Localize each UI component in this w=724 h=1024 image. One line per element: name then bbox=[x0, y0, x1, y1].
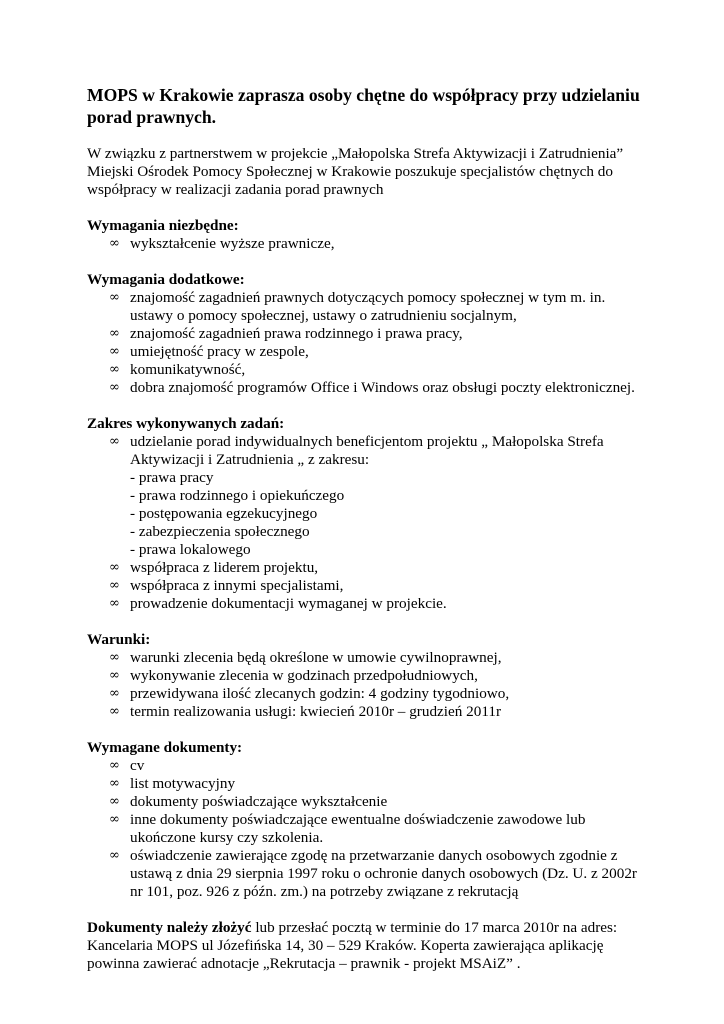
infinity-bullet-icon: ∞ bbox=[109, 812, 120, 827]
sub-list-item: - postępowania egzekucyjnego bbox=[130, 505, 318, 522]
bullet-list bbox=[87, 289, 647, 397]
infinity-bullet-icon: ∞ bbox=[109, 776, 120, 791]
list-item-text: warunki zlecenia będą określone w umowie cywilnoprawnej, bbox=[130, 649, 502, 666]
list-item bbox=[87, 325, 647, 343]
section-title: Warunki: bbox=[87, 631, 151, 648]
list-item bbox=[87, 595, 647, 613]
list-item-text: znajomość zagadnień prawa rodzinnego i prawa pracy, bbox=[130, 325, 463, 342]
list-item-text: oświadczenie zawierające zgodę na przetwarzanie danych osobowych zgodnie z ustawą z dnia 29 sierpnia 1997 roku o ochronie danych osobowych (Dz. U. z 2002r nr 101, poz. 926 z późn. zm.) na potrzeby związane z rekrutacją bbox=[130, 847, 637, 900]
section-tasks bbox=[87, 415, 647, 613]
sub-list-item: - prawa rodzinnego i opiekuńczego bbox=[130, 487, 345, 504]
bullet-list bbox=[87, 235, 647, 253]
list-item bbox=[87, 577, 647, 595]
infinity-bullet-icon: ∞ bbox=[109, 434, 120, 449]
list-item bbox=[87, 703, 647, 721]
list-item bbox=[87, 433, 647, 559]
infinity-bullet-icon: ∞ bbox=[109, 686, 120, 701]
list-item-text: list motywacyjny bbox=[130, 775, 236, 792]
list-item-text: współpraca z liderem projektu, bbox=[130, 559, 319, 576]
infinity-bullet-icon: ∞ bbox=[109, 326, 120, 341]
sub-list-item: - prawa lokalowego bbox=[130, 541, 251, 558]
list-item-text: znajomość zagadnień prawnych dotyczących pomocy społecznej w tym m. in. ustawy o pomocy społecznej, ustawy o zatrudnieniu socjalnym, bbox=[130, 289, 606, 324]
section-required bbox=[87, 217, 647, 253]
infinity-bullet-icon: ∞ bbox=[109, 362, 120, 377]
infinity-bullet-icon: ∞ bbox=[109, 650, 120, 665]
document-title: MOPS w Krakowie zaprasza osoby chętne do współpracy przy udzielaniu porad prawnych. bbox=[87, 85, 640, 127]
list-item bbox=[87, 343, 647, 361]
intro-paragraph: W związku z partnerstwem w projekcie „Małopolska Strefa Aktywizacji i Zatrudnienia” Miejski Ośrodek Pomocy Społecznej w Krakowie poszukuje specjalistów chętnych do współpracy w realizacji zadania porad prawnych bbox=[87, 145, 624, 198]
section-title: Zakres wykonywanych zadań: bbox=[87, 415, 285, 432]
list-item-text: udzielanie porad indywidualnych beneficjentom projektu „ Małopolska Strefa Aktywizacji i Zatrudnienia „ z zakresu: bbox=[130, 433, 604, 468]
list-item bbox=[87, 793, 647, 811]
section-conditions bbox=[87, 631, 647, 721]
list-item-text: przewidywana ilość zlecanych godzin: 4 godziny tygodniowo, bbox=[130, 685, 510, 702]
list-item bbox=[87, 811, 647, 847]
infinity-bullet-icon: ∞ bbox=[109, 704, 120, 719]
list-item bbox=[87, 289, 647, 325]
infinity-bullet-icon: ∞ bbox=[109, 560, 120, 575]
infinity-bullet-icon: ∞ bbox=[109, 380, 120, 395]
list-item-text: dokumenty poświadczające wykształcenie bbox=[130, 793, 388, 810]
submission-text: lub przesłać pocztą w terminie do 17 marca 2010r na adres: Kancelaria MOPS ul Józefińska 14, 30 – 529 Kraków. Koperta zawierająca aplikację powinna zawierać adnotacje „Rekrutacja – prawnik - projekt MSAiZ” . bbox=[87, 919, 618, 972]
infinity-bullet-icon: ∞ bbox=[109, 668, 120, 683]
bullet-list bbox=[87, 757, 647, 901]
list-item bbox=[87, 361, 647, 379]
list-item bbox=[87, 847, 647, 901]
list-item bbox=[87, 559, 647, 577]
list-item bbox=[87, 685, 647, 703]
section-title: Wymagania niezbędne: bbox=[87, 217, 239, 234]
sub-list-item: - prawa pracy bbox=[130, 469, 214, 486]
section-title: Wymagane dokumenty: bbox=[87, 739, 243, 756]
list-item-text: komunikatywność, bbox=[130, 361, 246, 378]
list-item-text: umiejętność pracy w zespole, bbox=[130, 343, 309, 360]
list-item bbox=[87, 379, 647, 397]
submission-paragraph bbox=[87, 919, 647, 973]
infinity-bullet-icon: ∞ bbox=[109, 236, 120, 251]
sub-list-item: - zabezpieczenia społecznego bbox=[130, 523, 310, 540]
list-item-text: cv bbox=[130, 757, 145, 774]
list-item bbox=[87, 235, 647, 253]
infinity-bullet-icon: ∞ bbox=[109, 794, 120, 809]
infinity-bullet-icon: ∞ bbox=[109, 596, 120, 611]
infinity-bullet-icon: ∞ bbox=[109, 758, 120, 773]
list-item-text: termin realizowania usługi: kwiecień 2010r – grudzień 2011r bbox=[130, 703, 501, 720]
list-item-text: prowadzenie dokumentacji wymaganej w projekcie. bbox=[130, 595, 447, 612]
list-item bbox=[87, 667, 647, 685]
list-item-text: wykonywanie zlecenia w godzinach przedpołudniowych, bbox=[130, 667, 478, 684]
list-item bbox=[87, 775, 647, 793]
bullet-list bbox=[87, 649, 647, 721]
list-item bbox=[87, 757, 647, 775]
infinity-bullet-icon: ∞ bbox=[109, 848, 120, 863]
document-page bbox=[87, 84, 647, 973]
list-item-text: współpraca z innymi specjalistami, bbox=[130, 577, 344, 594]
section-additional bbox=[87, 271, 647, 397]
infinity-bullet-icon: ∞ bbox=[109, 578, 120, 593]
list-item-text: inne dokumenty poświadczające ewentualne doświadczenie zawodowe lub ukończone kursy czy szkolenia. bbox=[130, 811, 586, 846]
submission-bold-lead: Dokumenty należy złożyć bbox=[87, 919, 252, 936]
section-title: Wymagania dodatkowe: bbox=[87, 271, 245, 288]
section-documents bbox=[87, 739, 647, 901]
list-item bbox=[87, 649, 647, 667]
bullet-list bbox=[87, 433, 647, 613]
infinity-bullet-icon: ∞ bbox=[109, 344, 120, 359]
list-item-text: wykształcenie wyższe prawnicze, bbox=[130, 235, 335, 252]
list-item-text: dobra znajomość programów Office i Windows oraz obsługi poczty elektronicznej. bbox=[130, 379, 635, 396]
infinity-bullet-icon: ∞ bbox=[109, 290, 120, 305]
